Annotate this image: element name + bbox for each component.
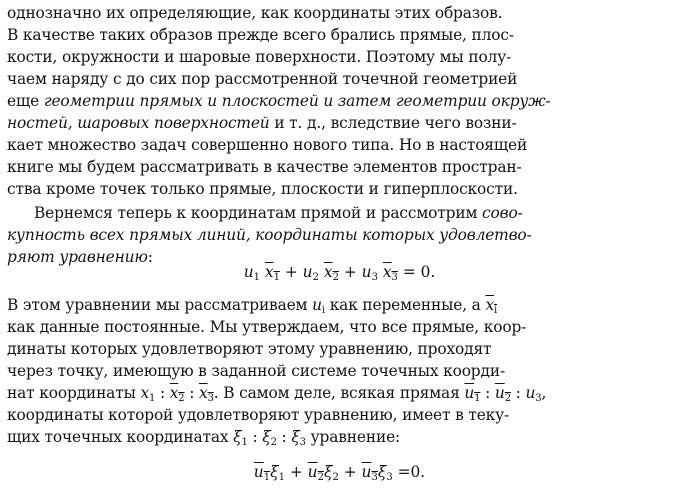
text-line: динаты которых удовлетворяют этому уравнению, проходят: [7, 340, 492, 358]
text-line: кает множество задач совершенно нового типа. Но в настоящей: [7, 136, 528, 154]
text-line: еще геометрии прямых и плоскостей и затем геометрии окруж-: [7, 92, 551, 110]
text-line: однозначно их определяющие, как координаты этих образов.: [7, 4, 503, 22]
emphasis: геометрии прямых и плоскостей и затем геометрии окруж-: [43, 92, 551, 110]
emphasis: ряют уравнению: [7, 248, 148, 266]
emphasis: ностей, шаровых поверхностей: [7, 114, 270, 132]
text-line: щих точечных координатах $\xi_1$ : $\xi_2$ : $\xi_3$ уравнение:: [7, 428, 401, 448]
equation-2: $u_1\xi_1 + u_2\xi_2 + u_3\xi_3 =0$.: [253, 463, 426, 483]
emphasis: купность всех прямых линий, координаты которых удовлетво-: [7, 226, 532, 244]
text-line: В этом уравнении мы рассматриваем $u_i$ как переменные, а $x_i$: [7, 296, 498, 316]
text-line: нат координаты $x_1$ : $x_2$ : $x_3$. В самом деле, всякая прямая $u_1$ : $u_2$ : $u_3$,: [7, 384, 547, 404]
text-line: чаем наряду с до сих пор рассмотренной точечной геометрией: [7, 70, 518, 88]
text-line: книге мы будем рассматривать в качестве элементов простран-: [7, 158, 522, 176]
text-line: В качестве таких образов прежде всего брались прямые, плос-: [7, 26, 514, 44]
text-line: через точку, имеющую в заданной системе точечных коорди-: [7, 362, 505, 380]
text-line: ряют уравнению:: [7, 248, 153, 266]
text-line: ностей, шаровых поверхностей и т. д., вследствие чего возни-: [7, 114, 517, 132]
text-line: кости, окружности и шаровые поверхности. Поэтому мы полу-: [7, 48, 512, 66]
equation-1: $u_1$ $x_1 + u_2$ $x_2 + u_3$ $x_3 = 0$.: [243, 263, 436, 283]
emphasis: сово-: [482, 204, 523, 222]
text-line: координаты которой удовлетворяют уравнению, имеет в теку-: [7, 406, 510, 424]
text-line: [7, 224, 671, 246]
text-line: ства кроме точек только прямые, плоскости и гиперплоскости.: [7, 180, 518, 198]
text-line: как данные постоянные. Мы утверждаем, что все прямые, коор-: [7, 318, 527, 336]
text-line: Вернемся теперь к координатам прямой и рассмотрим сово-: [34, 204, 523, 222]
